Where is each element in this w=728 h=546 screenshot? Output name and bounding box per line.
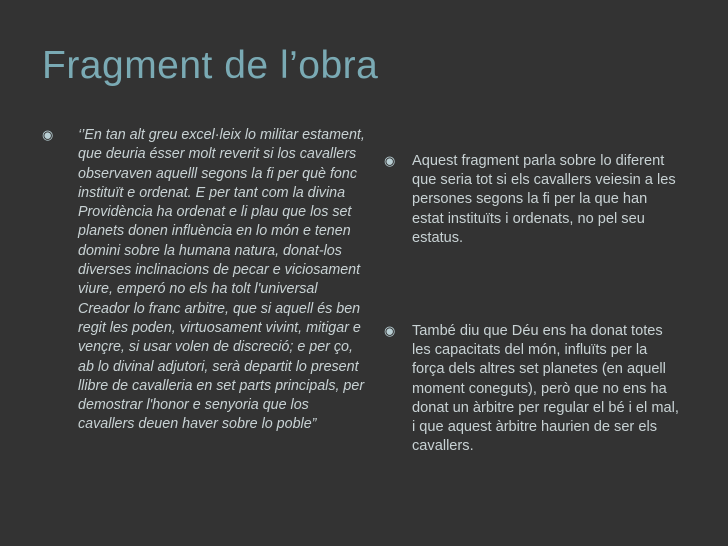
bullet-icon: ◉: [384, 154, 396, 169]
slide-title: Fragment de l’obra: [42, 44, 379, 87]
point-text: Aquest fragment parla sobre lo diferent que seria tot si els cavallers veiesin a les persones segons la fi per la que han estat instituïts i ordenats, no pel seu estatus.: [412, 153, 676, 246]
bullet-icon: ◉: [42, 128, 54, 143]
bullet-icon: ◉: [384, 324, 396, 339]
quote-text: ‘’En tan alt greu excel·leix lo militar estament, que deuria ésser molt reverit si los cavallers observaven aquelll segons la fi per què fonc instituït e ordenat. E per tant com la divina Providència ha ordenat e li plau que los set planets donen influència en lo món e tenen domini sobre la humana natura, donat-los diverses inclinacions de pecar e viciosament viure, emperó no els ha tolt l'universal Creador lo franc arbitre, que si aquell és ben regit les poden, virtuosament vivint, mitigar e vençre, si usar volen de discreció; e per ço, ab lo divinal adjutori, serà departit lo present llibre de cavalleria en set parts principals, per demostrar l'honor e senyoria que los cavallers deuen haver sobre lo poble”: [78, 127, 365, 433]
point-text: També diu que Déu ens ha donat totes les capacitats del món, influïts per la força dels altres set planetes (en aquell moment coneguts), però que no ens ha donat un àrbitre per regular el bé i el mal, i que aquest àrbitre haurien de ser els cavallers.: [412, 323, 679, 455]
